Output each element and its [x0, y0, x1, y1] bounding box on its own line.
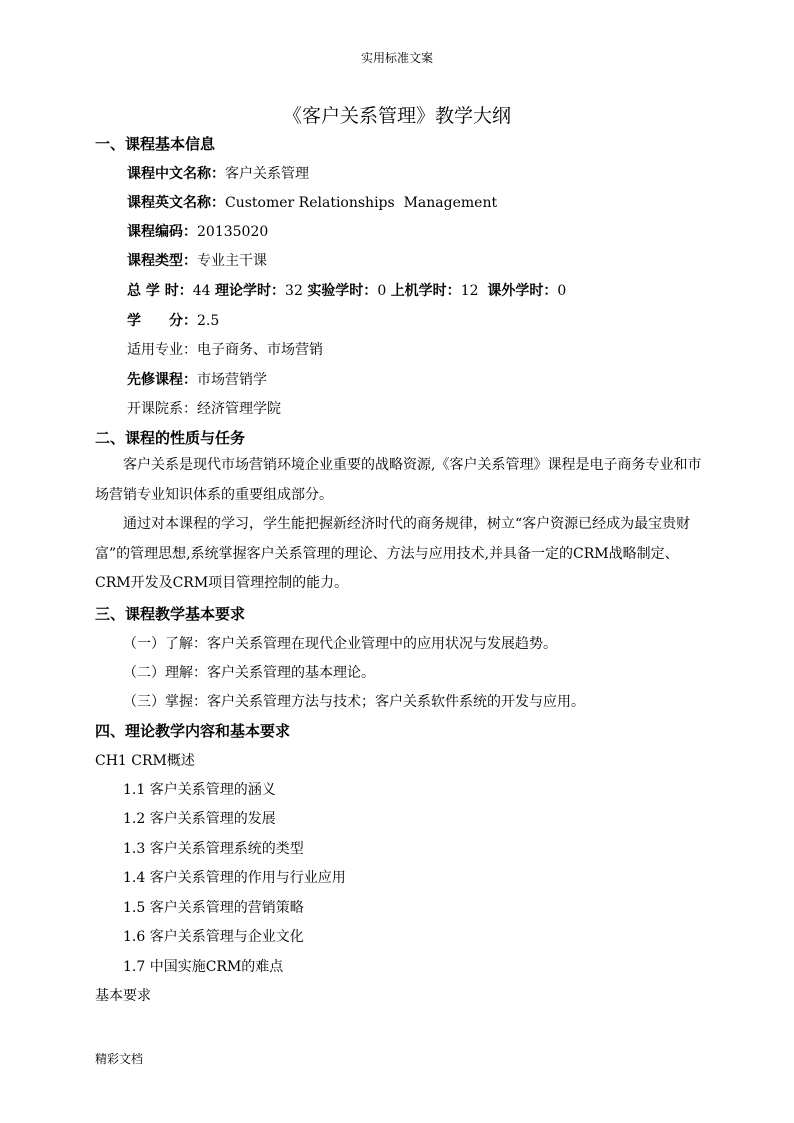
requirement-item: （三）掌握：客户关系管理方法与技术；客户关系软件系统的开发与应用。	[123, 694, 585, 710]
field-value: 电子商务、市场营销	[197, 342, 323, 358]
chapter-item: 1.7 中国实施CRM的难点	[123, 959, 284, 975]
requirement-item: （一）了解：客户关系管理在现代企业管理中的应用状况与发展趋势。	[123, 636, 557, 652]
paragraph: 通过对本课程的学习，学生能把握新经济时代的商务规律，树立“客户资源已经成为最宝贵财富”的管理思想,系统掌握客户关系管理的理论、方法与应用技术,并具备一定的CRM战略制定、CRM开发及CRM项目管理控制的能力。	[95, 516, 691, 591]
chapter-item: 1.2 客户关系管理的发展	[123, 811, 276, 827]
credit-row	[127, 310, 219, 330]
field-label: 课程编码：	[127, 224, 197, 240]
total-hours-value: 44	[192, 283, 211, 299]
credit-value: 2.5	[197, 313, 220, 329]
field-value: 经济管理学院	[197, 401, 281, 417]
field-label: 课程中文名称：	[127, 166, 225, 182]
paragraph: 客户关系是现代市场营销环境企业重要的战略资源,《客户关系管理》课程是电子商务专业和市场营销专业知识体系的重要组成部分。	[95, 457, 702, 503]
section-2-heading: 二、课程的性质与任务	[95, 429, 246, 447]
total-hours-label: 总 学 时：	[127, 283, 193, 299]
section-1-heading: 一、课程基本信息	[95, 135, 216, 153]
field-value: Customer Relationships Management	[225, 195, 498, 211]
theory-hours-label: 理论学时：	[215, 283, 286, 299]
extra-hours-value: 0	[557, 283, 567, 299]
prerequisite-row	[127, 369, 267, 389]
hours-row	[127, 280, 566, 300]
department-row	[127, 398, 281, 418]
field-label: 适用专业：	[127, 342, 197, 358]
computer-hours-value: 12	[460, 283, 479, 299]
course-cn-name-row	[127, 163, 309, 183]
section-4-heading: 四、理论教学内容和基本要求	[95, 722, 291, 740]
field-label: 先修课程：	[127, 372, 197, 388]
applicable-major-row	[127, 339, 323, 359]
chapter-item: 1.6 客户关系管理与企业文化	[123, 929, 304, 945]
extra-hours-label: 课外学时：	[487, 283, 558, 299]
lab-hours-value: 0	[377, 283, 387, 299]
computer-hours-label: 上机学时：	[390, 283, 461, 299]
course-type-row	[127, 250, 267, 270]
chapter-item: 1.5 客户关系管理的营销策略	[123, 900, 304, 916]
course-en-name-row	[127, 192, 497, 212]
field-value: 市场营销学	[197, 372, 267, 388]
field-value: 客户关系管理	[225, 166, 309, 182]
requirement-item: （二）理解：客户关系管理的基本理论。	[123, 665, 375, 681]
field-label: 开课院系：	[127, 401, 197, 417]
basic-requirements-label: 基本要求	[95, 988, 151, 1004]
field-value: 20135020	[197, 224, 269, 240]
document-title: 《客户关系管理》教学大纲	[282, 105, 511, 127]
course-code-row	[127, 221, 268, 241]
chapter-item: 1.3 客户关系管理系统的类型	[123, 841, 304, 857]
lab-hours-label: 实验学时：	[307, 283, 378, 299]
section-3-heading: 三、课程教学基本要求	[95, 605, 246, 623]
field-label: 课程类型：	[127, 253, 197, 269]
credit-label: 学 分：	[127, 313, 197, 329]
page-footer: 精彩文档	[95, 1052, 144, 1066]
page-header: 实用标准文案	[360, 51, 433, 65]
theory-hours-value: 32	[285, 283, 303, 299]
field-label: 课程英文名称：	[127, 195, 225, 211]
field-value: 专业主干课	[197, 253, 267, 269]
chapter-item: 1.4 客户关系管理的作用与行业应用	[123, 870, 346, 886]
chapter-item: 1.1 客户关系管理的涵义	[123, 782, 276, 798]
nature-tasks-text	[95, 451, 705, 599]
chapter-title: CH1 CRM概述	[95, 753, 195, 769]
